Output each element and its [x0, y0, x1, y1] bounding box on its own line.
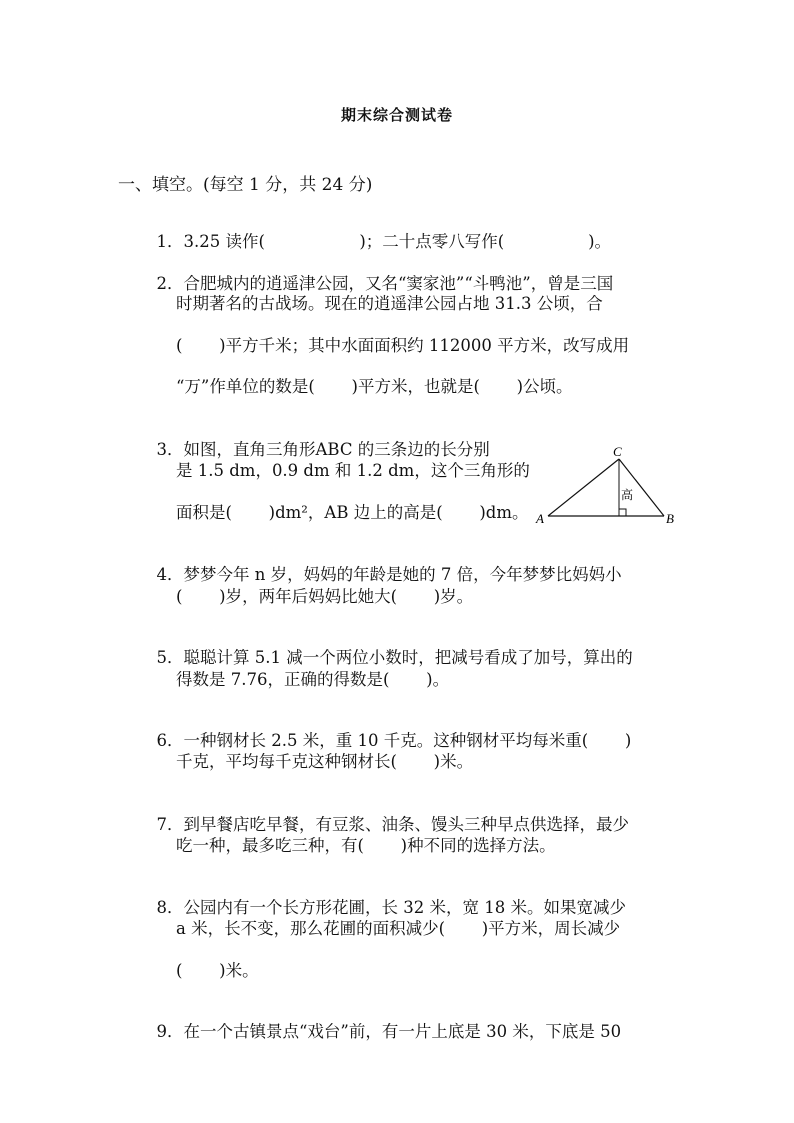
- question-8-line-2: a 米，长不变，那么花圃的面积减少( )平方米，周长减少: [176, 919, 621, 938]
- question-text: 合肥城内的逍遥津公园，又名“窦家池”“斗鸭池”，曾是三国: [183, 274, 614, 293]
- question-number: 9．: [156, 1022, 184, 1041]
- question-5: [146, 628, 633, 668]
- question-9: [146, 1002, 621, 1042]
- question-8: [146, 878, 626, 918]
- triangle-figure: [530, 444, 680, 528]
- question-6-line-2: 千克，平均每千克这种钢材长( )米。: [176, 752, 474, 771]
- side-ac: [548, 459, 619, 516]
- section-heading: 一、填空。(每空 1 分，共 24 分): [118, 175, 373, 195]
- question-text: 到早餐店吃早餐，有豆浆、油条、馒头三种早点供选择，最少: [183, 815, 629, 834]
- question-number: 7．: [156, 815, 184, 834]
- question-2-line-4: “万”作单位的数是( )平方米，也就是( )公顷。: [176, 377, 573, 396]
- question-text: 如图，直角三角形ABC 的三条边的长分别: [183, 440, 490, 459]
- question-2: [146, 254, 613, 294]
- question-3-line-2: 是 1.5 dm，0.9 dm 和 1.2 dm，这个三角形的: [176, 461, 530, 480]
- question-number: 8．: [156, 898, 184, 917]
- question-number: 1．: [156, 232, 184, 251]
- question-4-line-2: ( )岁，两年后妈妈比她大( )岁。: [176, 587, 474, 606]
- question-7-line-2: 吃一种，最多吃三种，有( )种不同的选择方法。: [176, 836, 556, 855]
- question-number: 6．: [156, 731, 184, 750]
- right-angle-mark: [619, 509, 626, 516]
- question-2-line-3: ( )平方千米；其中水面面积约 112000 平方米，改写成用: [176, 336, 630, 355]
- question-text: 一种钢材长 2.5 米，重 10 千克。这种钢材平均每米重( ): [183, 731, 632, 750]
- question-5-line-2: 得数是 7.76，正确的得数是( )。: [176, 670, 450, 689]
- question-number: 5．: [156, 648, 184, 667]
- page-title: 期末综合测试卷: [340, 106, 453, 124]
- vertex-a-label: A: [536, 511, 544, 526]
- question-number: 4．: [156, 565, 184, 584]
- question-number: 2．: [156, 274, 184, 293]
- question-text: 聪聪计算 5.1 减一个两位小数时，把减号看成了加号，算出的: [183, 648, 633, 667]
- question-3: [146, 420, 490, 460]
- question-1: [146, 212, 611, 252]
- question-2-line-2: 时期著名的古战场。现在的逍遥津公园占地 31.3 公顷，合: [176, 294, 603, 313]
- question-text: 公园内有一个长方形花圃，长 32 米，宽 18 米。如果宽减少: [183, 898, 626, 917]
- question-text: 3.25 读作( )；二十点零八写作( )。: [183, 232, 612, 251]
- question-3-line-3: 面积是( )dm²，AB 边上的高是( )dm。: [176, 503, 529, 522]
- height-label: 高: [621, 488, 634, 502]
- question-6: [146, 711, 631, 751]
- vertex-c-label: C: [613, 444, 622, 459]
- question-8-line-3: ( )米。: [176, 961, 259, 980]
- question-text: 梦梦今年 n 岁，妈妈的年龄是她的 7 倍，今年梦梦比妈妈小: [183, 565, 622, 584]
- question-4: [146, 545, 622, 585]
- question-number: 3．: [156, 440, 184, 459]
- vertex-b-label: B: [666, 511, 674, 526]
- question-text: 在一个古镇景点“戏台”前，有一片上底是 30 米，下底是 50: [183, 1022, 622, 1041]
- question-7: [146, 795, 629, 835]
